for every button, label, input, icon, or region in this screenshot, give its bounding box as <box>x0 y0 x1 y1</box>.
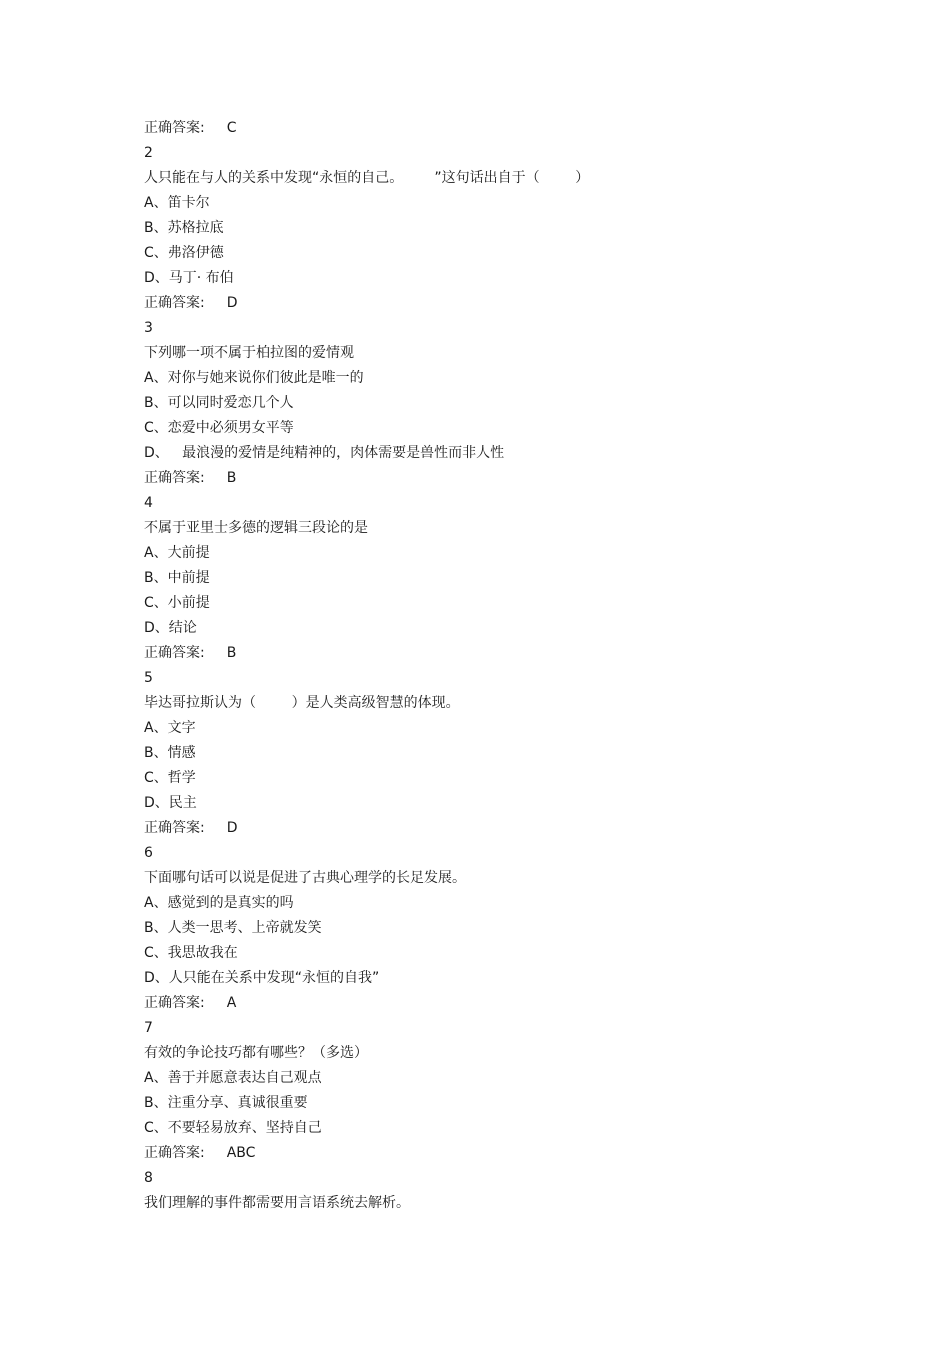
option-letter: C、 <box>144 420 168 436</box>
answer-label: 正确答案: <box>144 645 205 661</box>
option-text: 善于并愿意表达自己观点 <box>167 1070 322 1086</box>
option-text: 人只能在关系中发现“永恒的自我” <box>168 970 380 986</box>
option-item <box>144 766 844 791</box>
option-item <box>144 266 844 291</box>
option-text: 弗洛伊德 <box>167 245 224 261</box>
option-text: 人类一思考、上帝就发笑 <box>167 920 322 936</box>
option-text: 可以同时爱恋几个人 <box>167 395 294 411</box>
question-text: 人只能在与人的关系中发现“永恒的自己。 ”这句话出自于（ ） <box>144 170 590 186</box>
answer-value: D <box>226 295 238 311</box>
option-item <box>144 241 844 266</box>
option-letter: C、 <box>144 245 168 261</box>
option-letter: C、 <box>144 1120 168 1136</box>
option-item <box>144 966 844 991</box>
option-letter: D、 <box>144 270 169 286</box>
option-item <box>144 366 844 391</box>
option-item <box>144 716 844 741</box>
option-item <box>144 916 844 941</box>
option-text: 结论 <box>168 620 197 636</box>
option-item <box>144 741 844 766</box>
option-letter: A、 <box>144 720 168 736</box>
option-letter: C、 <box>144 945 168 961</box>
answer-line <box>144 641 844 666</box>
option-text: 感觉到的是真实的吗 <box>167 895 294 911</box>
option-item <box>144 941 844 966</box>
option-letter: D、 <box>144 620 169 636</box>
option-text: 恋爱中必须男女平等 <box>167 420 294 436</box>
answer-line <box>144 466 844 491</box>
option-letter: B、 <box>144 920 168 936</box>
answer-line <box>144 991 844 1016</box>
option-item <box>144 1066 844 1091</box>
option-letter: A、 <box>144 1070 168 1086</box>
option-letter: A、 <box>144 545 168 561</box>
question-number: 5 <box>144 670 153 686</box>
question-number: 4 <box>144 495 153 511</box>
answer-label: 正确答案: <box>144 1145 205 1161</box>
answer-value: C <box>226 120 237 136</box>
option-item <box>144 391 844 416</box>
option-text: 我思故我在 <box>167 945 238 961</box>
option-item <box>144 891 844 916</box>
question-text: 有效的争论技巧都有哪些？（多选） <box>144 1045 368 1061</box>
answer-label: 正确答案: <box>144 995 205 1011</box>
option-text: 小前提 <box>167 595 210 611</box>
question-number: 2 <box>144 145 153 161</box>
option-letter: B、 <box>144 570 168 586</box>
answer-label: 正确答案: <box>144 470 205 486</box>
option-text: 马丁· 布伯 <box>168 270 234 286</box>
option-item <box>144 616 844 641</box>
answer-value: D <box>226 820 238 836</box>
option-item <box>144 541 844 566</box>
answer-label: 正确答案: <box>144 295 205 311</box>
option-item <box>144 1116 844 1141</box>
answer-value: B <box>226 645 237 661</box>
answer-line <box>144 1141 844 1166</box>
question-text: 下列哪一项不属于柏拉图的爱情观 <box>144 345 354 361</box>
question-number: 6 <box>144 845 153 861</box>
option-text: 中前提 <box>167 570 210 586</box>
answer-value: A <box>226 995 237 1011</box>
option-letter: D、 <box>144 970 169 986</box>
question-number: 3 <box>144 320 153 336</box>
option-letter: C、 <box>144 770 168 786</box>
option-text: 苏格拉底 <box>167 220 224 236</box>
option-item <box>144 791 844 816</box>
option-text: 注重分享、真诚很重要 <box>167 1095 308 1111</box>
answer-line <box>144 116 844 141</box>
question-text: 毕达哥拉斯认为（ ）是人类高级智慧的体现。 <box>144 695 460 711</box>
option-letter: B、 <box>144 220 168 236</box>
option-item <box>144 566 844 591</box>
question-text: 下面哪句话可以说是促进了古典心理学的长足发展。 <box>144 870 466 886</box>
question-text: 我们理解的事件都需要用言语系统去解析。 <box>144 1195 410 1211</box>
answer-label: 正确答案: <box>144 120 205 136</box>
option-item <box>144 416 844 441</box>
option-letter: C、 <box>144 595 168 611</box>
option-item <box>144 591 844 616</box>
option-letter: B、 <box>144 1095 168 1111</box>
option-letter: A、 <box>144 195 168 211</box>
option-letter: D、 <box>144 445 169 461</box>
option-text: 笛卡尔 <box>167 195 210 211</box>
question-number: 8 <box>144 1170 153 1186</box>
answer-label: 正确答案: <box>144 820 205 836</box>
option-letter: D、 <box>144 795 169 811</box>
question-text: 不属于亚里士多德的逻辑三段论的是 <box>144 520 368 536</box>
option-text: 最浪漫的爱情是纯精神的，肉体需要是兽性而非人性 <box>168 445 505 461</box>
option-letter: A、 <box>144 370 168 386</box>
answer-line <box>144 291 844 316</box>
question-number: 7 <box>144 1020 153 1036</box>
option-item <box>144 441 844 466</box>
option-text: 对你与她来说你们彼此是唯一的 <box>167 370 364 386</box>
option-letter: B、 <box>144 745 168 761</box>
answer-line <box>144 816 844 841</box>
option-letter: A、 <box>144 895 168 911</box>
option-text: 不要轻易放弃、坚持自己 <box>167 1120 322 1136</box>
answer-value: B <box>226 470 237 486</box>
option-text: 民主 <box>168 795 197 811</box>
quiz-content <box>144 116 844 1216</box>
option-item <box>144 216 844 241</box>
option-item <box>144 191 844 216</box>
option-letter: B、 <box>144 395 168 411</box>
option-text: 文字 <box>167 720 196 736</box>
option-text: 哲学 <box>167 770 196 786</box>
option-text: 大前提 <box>167 545 210 561</box>
option-item <box>144 1091 844 1116</box>
option-text: 情感 <box>167 745 196 761</box>
answer-value: ABC <box>226 1145 256 1161</box>
